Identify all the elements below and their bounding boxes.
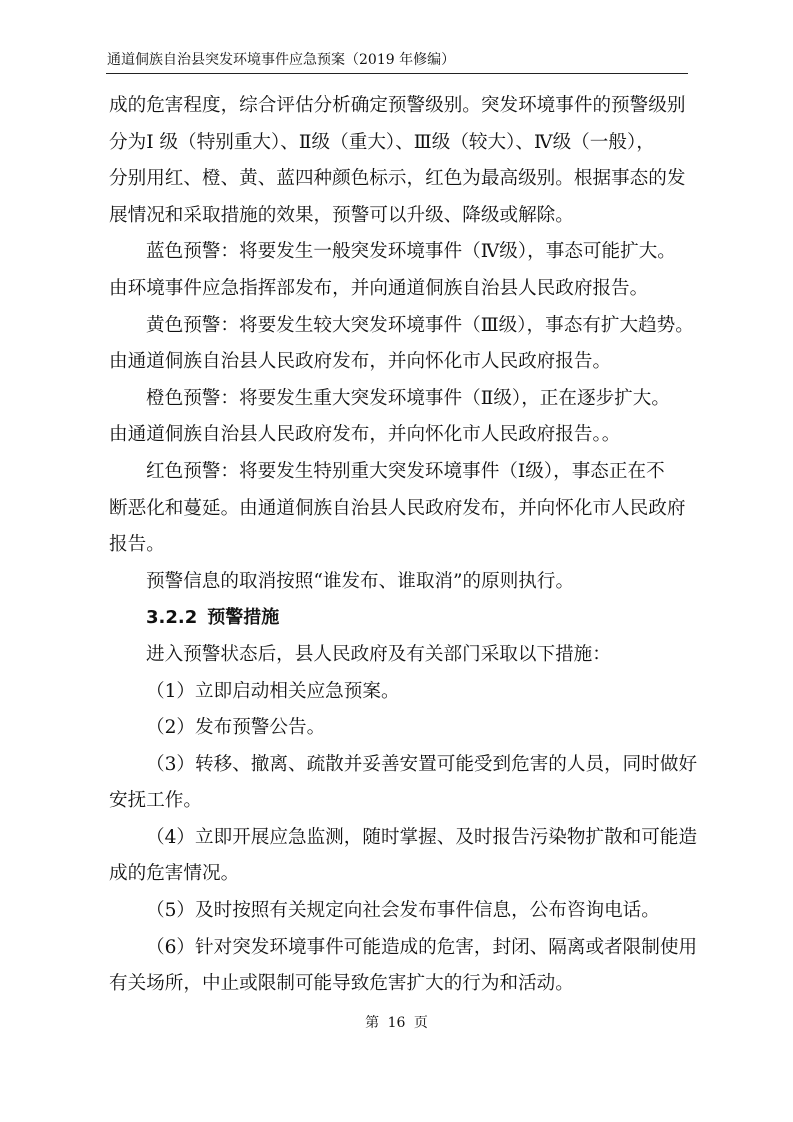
footer-prefix: 第 — [365, 1015, 380, 1031]
paragraph-blue-warning — [109, 234, 689, 307]
list-item-2 — [109, 710, 689, 747]
body-text — [109, 88, 698, 1003]
text-line: （2）发布预警公告。 — [146, 717, 326, 739]
text-line: 蓝色预警：将要发生一般突发环境事件（Ⅳ级），事态可能扩大。 — [146, 241, 676, 263]
text-line: 安抚工作。 — [109, 790, 202, 812]
text-line: 由环境事件应急指挥部发布，并向通道侗族自治县人民政府报告。 — [109, 277, 649, 299]
section-title: 预警措施 — [207, 607, 280, 629]
section-heading — [109, 600, 689, 637]
text-line: 橙色预警：将要发生重大突发环境事件（Ⅱ级），正在逐步扩大。 — [146, 387, 670, 409]
text-line: 成的危害程度，综合评估分析确定预警级别。突发环境事件的预警级别 — [109, 95, 686, 116]
paragraph-orange-warning — [109, 381, 689, 454]
paragraph-intro — [109, 637, 689, 674]
list-item-1 — [109, 674, 689, 711]
text-line: 成的危害情况。 — [109, 863, 240, 885]
footer-suffix: 页 — [413, 1015, 428, 1031]
page-footer — [0, 1015, 793, 1031]
text-line: 报告。 — [109, 534, 165, 556]
section-number: 3.2.2 — [146, 607, 198, 629]
text-line: 断恶化和蔓延。由通道侗族自治县人民政府发布，并向怀化市人民政府 — [109, 497, 686, 519]
text-line: 黄色预警：将要发生较大突发环境事件（Ⅲ级），事态有扩大趋势。 — [146, 314, 694, 336]
text-line: 分为Ⅰ 级（特别重大）、Ⅱ级（重大）、Ⅲ级（较大）、Ⅳ级（一般）， — [109, 131, 655, 153]
text-line: 预警信息的取消按照“谁发布、谁取消”的原则执行。 — [146, 570, 575, 592]
text-line: （3）转移、撤离、疏散并妥善安置可能受到危害的人员，同时做好 — [146, 753, 698, 775]
list-item-5 — [109, 893, 689, 930]
text-line: 由通道侗族自治县人民政府发布，并向怀化市人民政府报告。 — [109, 351, 612, 373]
header-divider — [106, 73, 688, 74]
text-line: 展情况和采取措施的效果，预警可以升级、降级或解除。 — [109, 204, 574, 226]
paragraph-cancel — [109, 564, 689, 601]
paragraph-yellow-warning — [109, 308, 694, 381]
text-line: （5）及时按照有关规定向社会发布事件信息，公布咨询电话。 — [146, 900, 660, 922]
text-line: 由通道侗族自治县人民政府发布，并向怀化市人民政府报告。。 — [109, 424, 621, 446]
list-item-4 — [109, 820, 698, 893]
text-line: （1）立即启动相关应急预案。 — [146, 680, 400, 702]
text-line: 红色预警：将要发生特别重大突发环境事件（Ⅰ级），事态正在不 — [146, 460, 665, 482]
text-line: （4）立即开展应急监测，随时掌握、及时报告污染物扩散和可能造 — [146, 826, 698, 848]
text-line: 有关场所，中止或限制可能导致危害扩大的行为和活动。 — [109, 973, 574, 995]
paragraph-warning-levels — [109, 88, 689, 234]
text-line: （6）针对突发环境事件可能造成的危害，封闭、隔离或者限制使用 — [146, 936, 698, 958]
list-item-3 — [109, 747, 698, 820]
text-line: 分别用红、橙、黄、蓝四种颜色标示，红色为最高级别。根据事态的发 — [109, 168, 686, 190]
running-header: 通道侗族自治县突发环境事件应急预案（2019 年修编） — [107, 52, 456, 68]
text-line: 进入预警状态后，县人民政府及有关部门采取以下措施： — [146, 643, 611, 665]
paragraph-red-warning — [109, 454, 689, 564]
list-item-6 — [109, 930, 698, 1003]
page-number: 16 — [387, 1015, 406, 1031]
